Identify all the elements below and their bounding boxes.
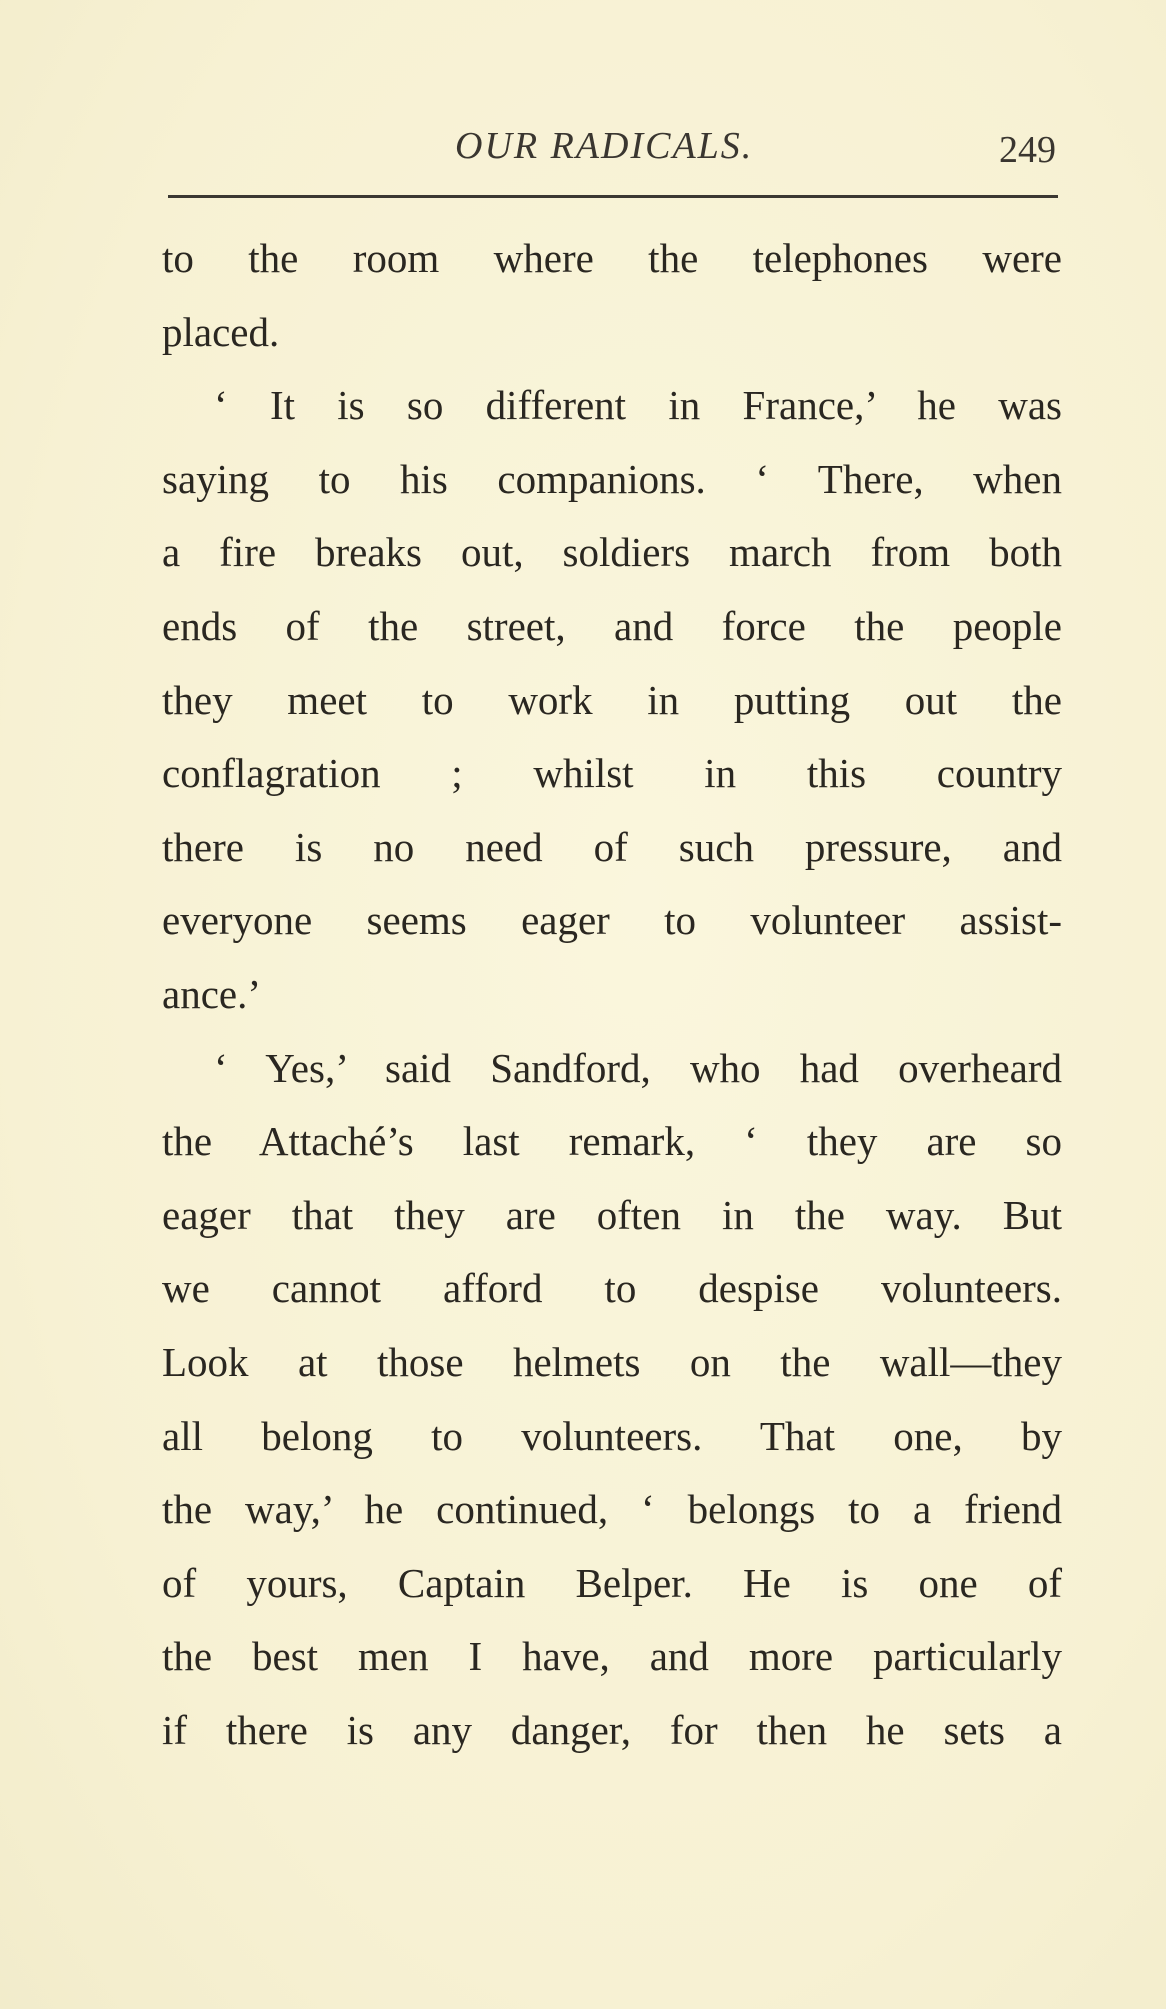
text-line: ‘ Yes,’ said Sandford, who had overheard <box>214 1044 1062 1091</box>
text-line: ance.’ <box>162 970 261 1017</box>
text-line: eager that they are often in the way. But <box>162 1191 1062 1238</box>
text-line: they meet to work in putting out the <box>162 676 1062 723</box>
header-rule <box>168 195 1058 198</box>
text-line: of yours, Captain Belper. He is one of <box>162 1559 1062 1606</box>
text-line: ends of the street, and force the people <box>162 602 1062 649</box>
text-line: a fire breaks out, soldiers march from both <box>162 529 1062 576</box>
running-title: OUR RADICALS. <box>455 125 754 167</box>
text-line: Look at those helmets on the wall—they <box>162 1338 1062 1385</box>
text-line: placed. <box>162 308 280 355</box>
running-head <box>0 124 1166 174</box>
text-line: the Attaché’s last remark, ‘ they are so <box>162 1118 1062 1165</box>
text-line: saying to his companions. ‘ There, when <box>162 455 1062 502</box>
text-line: conflagration ; whilst in this country <box>162 750 1062 797</box>
text-line: the way,’ he continued, ‘ belongs to a friend <box>162 1486 1062 1533</box>
text-line: all belong to volunteers. That one, by <box>162 1412 1062 1459</box>
body-text <box>162 222 1062 1767</box>
text-line: the best men I have, and more particularly <box>162 1633 1062 1680</box>
text-line: if there is any danger, for then he sets a <box>162 1706 1062 1753</box>
text-line: everyone seems eager to volunteer assist- <box>162 897 1062 944</box>
text-line: there is no need of such pressure, and <box>162 823 1062 870</box>
text-line: to the room where the telephones were <box>162 235 1062 281</box>
text-line: ‘ It is so different in France,’ he was <box>214 382 1062 429</box>
page-number: 249 <box>999 129 1056 171</box>
text-line: we cannot afford to despise volunteers. <box>162 1265 1062 1312</box>
